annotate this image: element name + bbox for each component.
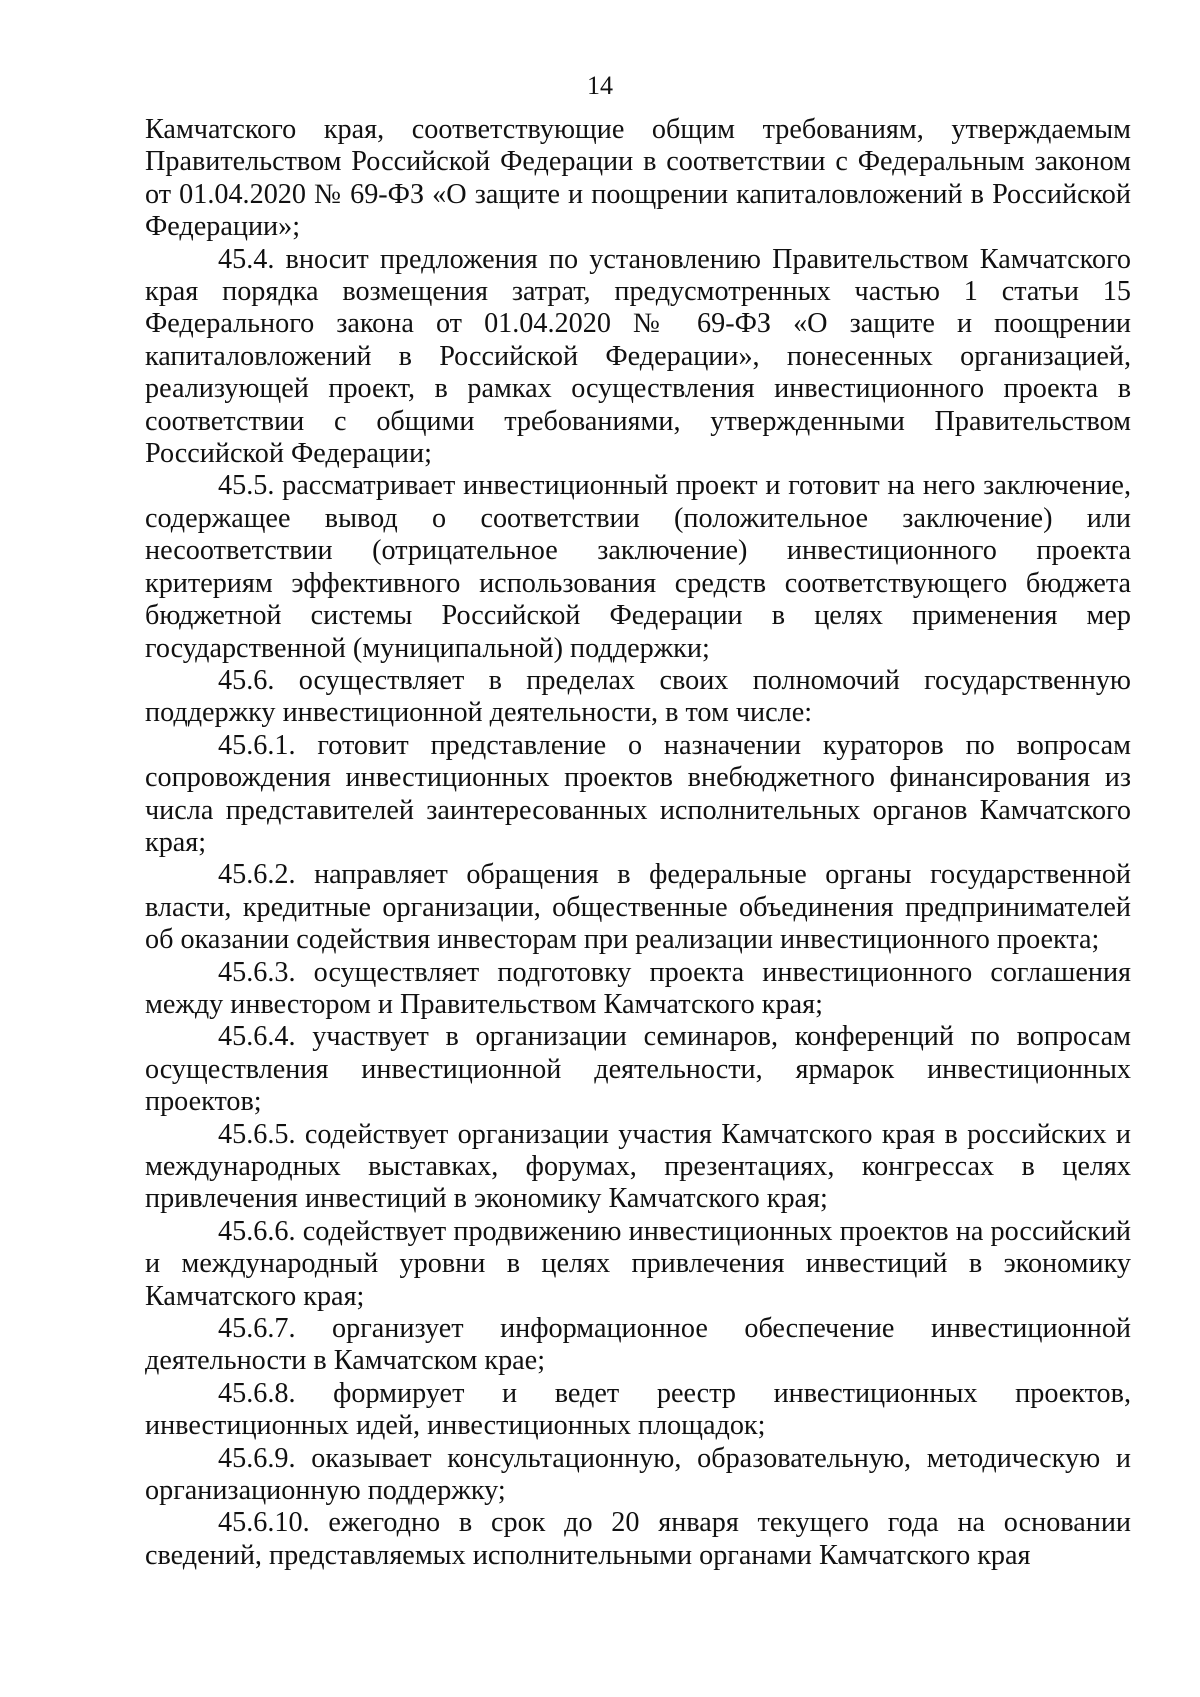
paragraph-45-6-7: 45.6.7. организует информационное обеспечение инвестиционной деятельности в Камчатском крае; — [145, 1313, 1131, 1377]
page-number: 14 — [587, 71, 613, 100]
paragraph-45-6-10: 45.6.10. ежегодно в срок до 20 января текущего года на основании сведений, представляемых исполнительными органами Камчатского края — [145, 1507, 1131, 1571]
paragraph-45-6-6: 45.6.6. содействует продвижению инвестиционных проектов на российский и международный уровни в целях привлечения инвестиций в экономику Камчатского края; — [145, 1215, 1131, 1312]
paragraph-45-6-2: 45.6.2. направляет обращения в федеральные органы государственной власти, кредитные организации, общественные объединения предпринимателей об оказании содействия инвесторам при реализации инвестиционного проекта; — [145, 859, 1131, 956]
document-body — [145, 114, 1131, 1572]
paragraph-continuation: Камчатского края, соответствующие общим требованиям, утверждаемым Правительством Российской Федерации в соответствии с Федеральным законом от 01.04.2020 № 69-ФЗ «О защите и поощрении капиталовложений в Российской Федерации»; — [145, 114, 1131, 243]
paragraph-45-6-1: 45.6.1. готовит представление о назначении кураторов по вопросам сопровождения инвестиционных проектов внебюджетного финансирования из числа представителей заинтересованных исполнительных органов Камчатского края; — [145, 729, 1131, 858]
paragraph-45-6-9: 45.6.9. оказывает консультационную, образовательную, методическую и организационную поддержку; — [145, 1442, 1131, 1507]
paragraph-45-6-5: 45.6.5. содействует организации участия Камчатского края в российских и международных выставках, форумах, презентациях, конгрессах в целях привлечения инвестиций в экономику Камчатского края; — [145, 1118, 1131, 1215]
paragraph-45-4: 45.4. вносит предложения по установлению Правительством Камчатского края порядка возмещения затрат, предусмотренных частью 1 статьи 15 Федерального закона от 01.04.2020 № 69-ФЗ «О защите и поощрении капиталовложений в Российской Федерации», понесенных организацией, реализующей проект, в рамках осуществления инвестиционного проекта в соответствии с общими требованиями, утвержденными Правительством Российской Федерации; — [145, 243, 1131, 470]
paragraph-45-5: 45.5. рассматривает инвестиционный проект и готовит на него заключение, содержащее вывод о соответствии (положительное заключение) или несоответствии (отрицательное заключение) инвестиционного проекта критериям эффективного использования средств соответствующего бюджета бюджетной системы Российской Федерации в целях применения мер государственной (муниципальной) поддержки; — [145, 470, 1131, 664]
paragraph-45-6-4: 45.6.4. участвует в организации семинаров, конференций по вопросам осуществления инвестиционной деятельности, ярмарок инвестиционных проектов; — [145, 1021, 1131, 1118]
paragraph-45-6-8: 45.6.8. формирует и ведет реестр инвестиционных проектов, инвестиционных идей, инвестиционных площадок; — [145, 1377, 1131, 1442]
paragraph-45-6: 45.6. осуществляет в пределах своих полномочий государственную поддержку инвестиционной деятельности, в том числе: — [145, 664, 1131, 729]
paragraph-45-6-3: 45.6.3. осуществляет подготовку проекта инвестиционного соглашения между инвестором и Правительством Камчатского края; — [145, 956, 1131, 1020]
